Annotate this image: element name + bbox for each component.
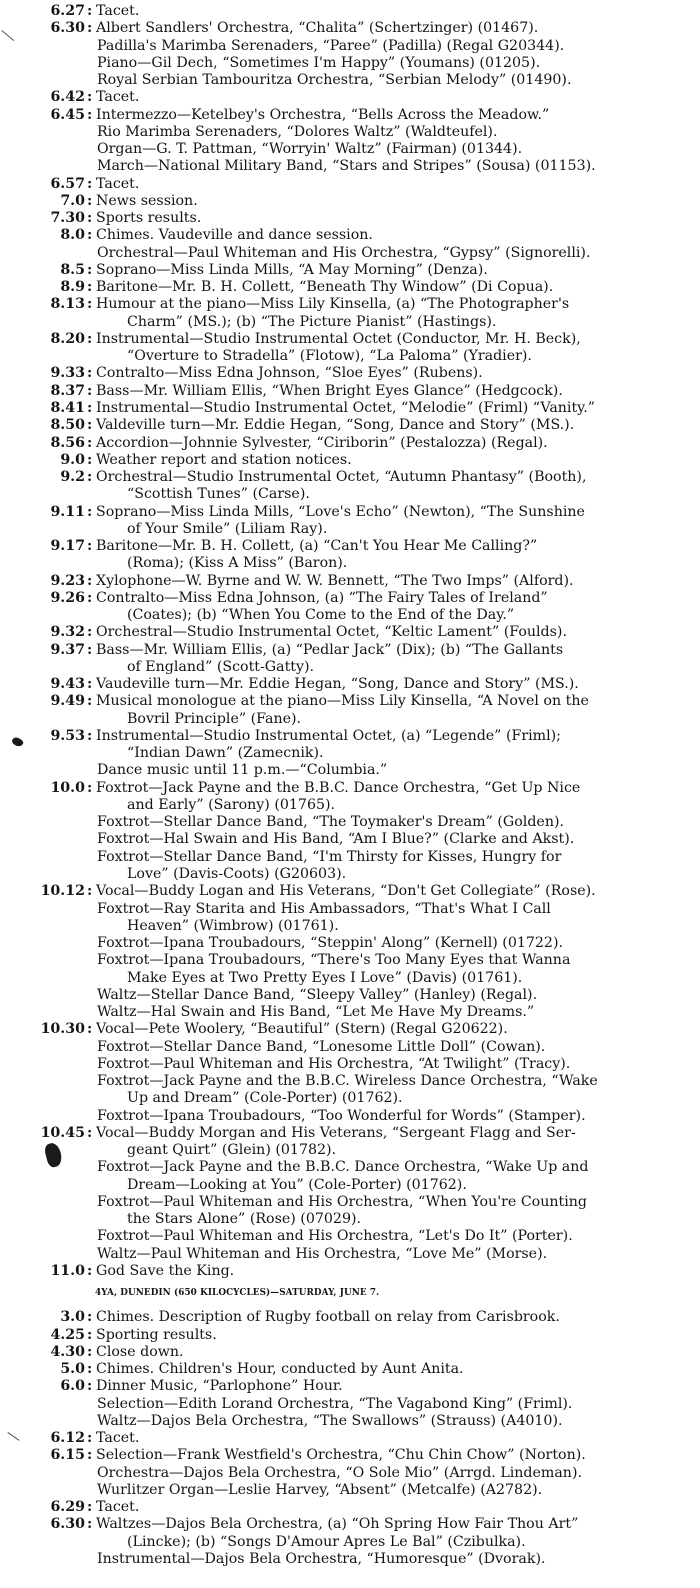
programme-line — [0, 20, 700, 37]
time-label: 3.0 — [60, 1309, 85, 1326]
programme-line — [0, 193, 700, 210]
programme-item: Waltzes—Dajos Bela Orchestra, (a) “Oh Spring How Fair Thou Art” — [96, 1516, 579, 1533]
programme-line — [0, 987, 700, 1004]
time-label: 11.0 — [50, 1262, 85, 1279]
time-label: 6.42 — [50, 89, 85, 106]
programme-item: Tacet. — [96, 1499, 140, 1516]
programme-item-continuation: Foxtrot—Jack Payne and the B.B.C. Dance Orchestra, “Wake Up and — [97, 1159, 589, 1176]
programme-line — [0, 279, 700, 296]
programme-line — [0, 1361, 700, 1378]
programme-line — [0, 469, 700, 486]
programme-item-continuation: Organ—G. T. Pattman, “Worryin' Waltz” (Fairman) (01344). — [97, 141, 523, 158]
programme-item-continuation: of Your Smile” (Liliam Ray). — [127, 520, 328, 537]
time-colon: : — [87, 296, 93, 313]
programme-line — [0, 607, 700, 624]
programme-line — [0, 365, 700, 382]
programme-item-continuation: Piano—Gil Dech, “Sometimes I'm Happy” (Youmans) (01205). — [97, 54, 541, 71]
programme-item-continuation: Foxtrot—Paul Whiteman and His Orchestra, “Let's Do It” (Porter). — [97, 1228, 573, 1245]
programme-line — [0, 1194, 700, 1211]
programme-item: Close down. — [96, 1343, 184, 1360]
programme-item: Tacet. — [96, 175, 140, 192]
time-colon: : — [87, 693, 93, 710]
programme-item-continuation: Wurlitzer Organ—Leslie Harvey, “Absent” (Metcalfe) (A2782). — [97, 1481, 543, 1498]
time-label: 5.0 — [60, 1361, 85, 1378]
programme-line — [0, 1211, 700, 1228]
programme-line — [0, 348, 700, 365]
programme-item-continuation: and Early” (Sarony) (01765). — [127, 796, 336, 813]
time-label: 8.56 — [50, 434, 85, 451]
time-label: 9.17 — [50, 538, 85, 555]
programme-line — [0, 590, 700, 607]
programme-line — [0, 728, 700, 745]
programme-line — [0, 55, 700, 72]
programme-line — [0, 1551, 700, 1568]
programme-item: Vaudeville turn—Mr. Eddie Hegan, “Song, Dance and Story” (MS.). — [96, 676, 579, 693]
time-label: 6.45 — [50, 106, 85, 123]
time-colon: : — [87, 89, 93, 106]
time-colon: : — [87, 210, 93, 227]
programme-item-continuation: Foxtrot—Ray Starita and His Ambassadors, “That's What I Call — [97, 900, 551, 917]
time-label: 7.0 — [60, 192, 85, 209]
programme-line — [0, 831, 700, 848]
time-colon: : — [87, 572, 93, 589]
programme-item: Tacet. — [96, 3, 140, 19]
time-colon: : — [87, 641, 93, 658]
programme-line — [0, 1108, 700, 1125]
time-colon: : — [87, 1516, 93, 1533]
time-label: 9.23 — [50, 572, 85, 589]
time-label: 8.9 — [60, 279, 85, 296]
time-colon: : — [87, 1326, 93, 1343]
programme-item-continuation: (Roma); (Kiss A Miss” (Baron). — [127, 555, 348, 572]
programme-item-continuation: the Stars Alone” (Rose) (07029). — [127, 1211, 362, 1228]
time-colon: : — [87, 1343, 93, 1360]
programme-line — [0, 1246, 700, 1263]
time-colon: : — [87, 1262, 93, 1279]
programme-item: Xylophone—W. Byrne and W. W. Bennett, “The Two Imps” (Alford). — [96, 572, 574, 589]
programme-item: Vocal—Buddy Morgan and His Veterans, “Sergeant Flagg and Ser- — [96, 1124, 576, 1141]
programme-item: Instrumental—Studio Instrumental Octet, (a) “Legende” (Friml); — [96, 727, 561, 744]
programme-item: Dinner Music, “Parlophone” Hour. — [96, 1378, 343, 1395]
programme-line — [0, 745, 700, 762]
programme-item: Vocal—Pete Woolery, “Beautiful” (Stern) (Regal G20622). — [96, 1021, 508, 1038]
programme-line — [0, 676, 700, 693]
programme-item: Valdeville turn—Mr. Eddie Hegan, “Song, Dance and Story” (MS.). — [96, 417, 575, 434]
time-colon: : — [87, 192, 93, 209]
programme-item-continuation: “Scottish Tunes” (Carse). — [127, 486, 310, 503]
programme-item-continuation: Padilla's Marimba Serenaders, “Paree” (Padilla) (Regal G20344). — [97, 37, 565, 54]
programme-item-continuation: Foxtrot—Ipana Troubadours, “Steppin' Along” (Kernell) (01722). — [97, 935, 564, 952]
programme-item-continuation: Foxtrot—Ipana Troubadours, “There's Too Many Eyes that Wanna — [97, 952, 571, 969]
programme-item-continuation: Waltz—Hal Swain and His Band, “Let Me Have My Dreams.” — [97, 1004, 535, 1021]
programme-item: Chimes. Vaudeville and dance session. — [96, 227, 373, 244]
time-label: 9.49 — [50, 693, 85, 710]
programme-item: God Save the King. — [96, 1262, 235, 1279]
programme-line — [0, 89, 700, 106]
programme-line — [0, 970, 700, 987]
time-label: 6.0 — [60, 1378, 85, 1395]
time-colon: : — [87, 883, 93, 900]
programme-line — [0, 814, 700, 831]
programme-line — [0, 659, 700, 676]
programme-line — [0, 1177, 700, 1194]
programme-line — [0, 1516, 700, 1533]
programme-item: Soprano—Miss Linda Mills, “Love's Echo” (Newton), “The Sunshine — [96, 503, 585, 520]
time-label: 6.15 — [50, 1447, 85, 1464]
time-colon: : — [87, 175, 93, 192]
time-label: 10.45 — [40, 1124, 85, 1141]
programme-item-continuation: Bovril Principle” (Fane). — [127, 710, 302, 727]
programme-item: Foxtrot—Jack Payne and the B.B.C. Dance Orchestra, “Get Up Nice — [96, 779, 581, 796]
time-label: 8.41 — [50, 399, 85, 416]
time-label: 10.12 — [40, 883, 85, 900]
time-label: 6.30 — [50, 1516, 85, 1533]
time-colon: : — [87, 624, 93, 641]
programme-line — [0, 1159, 700, 1176]
programme-item-continuation: Make Eyes at Two Pretty Eyes I Love” (Davis) (01761). — [127, 969, 523, 986]
programme-item: Soprano—Miss Linda Mills, “A May Morning” (Denza). — [96, 261, 488, 278]
programme-line — [0, 1396, 700, 1413]
station-heading: 4YA, DUNEDIN (650 KILOCYCLES)—SATURDAY, JUNE 7. — [95, 1288, 380, 1299]
programme-line — [0, 1021, 700, 1038]
programme-line — [0, 124, 700, 141]
programme-line — [0, 72, 700, 89]
programme-item-continuation: Foxtrot—Hal Swain and His Band, “Am I Blue?” (Clarke and Akst). — [97, 831, 575, 848]
time-label: 6.29 — [50, 1499, 85, 1516]
programme-line — [0, 1056, 700, 1073]
programme-line — [0, 780, 700, 797]
time-label: 8.37 — [50, 382, 85, 399]
programme-item: Tacet. — [96, 1430, 140, 1447]
time-label: 9.26 — [50, 589, 85, 606]
programme-item: Orchestral—Studio Instrumental Octet, “Keltic Lament” (Foulds). — [96, 624, 567, 641]
time-colon: : — [87, 1021, 93, 1038]
programme-item-continuation: Waltz—Stellar Dance Band, “Sleepy Valley” (Hanley) (Regal). — [97, 986, 538, 1003]
programme-line — [0, 262, 700, 279]
programme-item: Chimes. Description of Rugby football on relay from Carisbrook. — [96, 1309, 560, 1326]
programme-item: Chimes. Children's Hour, conducted by Aunt Anita. — [96, 1361, 464, 1378]
time-label: 6.27 — [50, 3, 85, 19]
programme-line — [0, 331, 700, 348]
programme-line — [0, 1090, 700, 1107]
time-label: 6.30 — [50, 20, 85, 37]
programme-line — [0, 1327, 700, 1344]
programme-item: Weather report and station notices. — [96, 451, 352, 468]
time-colon: : — [87, 3, 93, 19]
programme-item-continuation: Rio Marimba Serenaders, “Dolores Waltz” (Waldteufel). — [97, 123, 498, 140]
programme-line — [0, 1534, 700, 1551]
programme-item: Musical monologue at the piano—Miss Lily Kinsella, “A Novel on the — [96, 693, 589, 710]
programme-item: Vocal—Buddy Logan and His Veterans, “Don't Get Collegiate” (Rose). — [96, 883, 596, 900]
programme-item: Instrumental—Studio Instrumental Octet, “Melodie” (Friml) “Vanity.” — [96, 399, 596, 416]
programme-line — [0, 642, 700, 659]
programme-item: Bass—Mr. William Ellis, “When Bright Eyes Glance” (Hedgcock). — [96, 382, 563, 399]
programme-line — [0, 1125, 700, 1142]
programme-line — [0, 314, 700, 331]
programme-line — [0, 486, 700, 503]
time-label: 9.0 — [60, 451, 85, 468]
programme-item: Selection—Frank Westfield's Orchestra, “Chu Chin Chow” (Norton). — [96, 1447, 586, 1464]
time-colon: : — [87, 227, 93, 244]
time-colon: : — [87, 399, 93, 416]
time-label: 9.11 — [50, 503, 85, 520]
programme-item-continuation: “Overture to Stradella” (Flotow), “La Paloma” (Yradier). — [127, 348, 532, 365]
time-label: 8.13 — [50, 296, 85, 313]
programme-item: Contralto—Miss Edna Johnson, (a) “The Fairy Tales of Ireland” — [96, 589, 548, 606]
programme-line — [0, 711, 700, 728]
time-colon: : — [87, 1499, 93, 1516]
programme-item-continuation: Foxtrot—Ipana Troubadours, “Too Wonderful for Words” (Stamper). — [97, 1107, 586, 1124]
programme-item-continuation: Charm” (MS.); (b) “The Picture Pianist” (Hastings). — [127, 313, 497, 330]
programme-item: Baritone—Mr. B. H. Collett, “Beneath Thy Window” (Di Copua). — [96, 279, 554, 296]
programme-item-continuation: Heaven” (Wimbrow) (01761). — [127, 917, 339, 934]
time-label: 8.50 — [50, 417, 85, 434]
programme-line — [0, 1073, 700, 1090]
time-label: 9.37 — [50, 641, 85, 658]
programme-line — [0, 383, 700, 400]
programme-item: Contralto—Miss Edna Johnson, “Sloe Eyes” (Rubens). — [96, 365, 483, 382]
programme-line — [0, 555, 700, 572]
time-colon: : — [87, 469, 93, 486]
programme-line — [0, 452, 700, 469]
programme-item-continuation: Foxtrot—Stellar Dance Band, “The Toymaker's Dream” (Golden). — [97, 814, 565, 831]
time-colon: : — [87, 589, 93, 606]
programme-item-continuation: Waltz—Dajos Bela Orchestra, “The Swallows” (Strauss) (A4010). — [97, 1412, 563, 1429]
programme-item-continuation: of England” (Scott-Gatty). — [127, 658, 315, 675]
programme-line — [0, 1482, 700, 1499]
time-label: 6.57 — [50, 175, 85, 192]
programme-line — [0, 1004, 700, 1021]
time-colon: : — [87, 279, 93, 296]
programme-item: Baritone—Mr. B. H. Collett, (a) “Can't You Hear Me Calling?” — [96, 538, 538, 555]
time-label: 4.25 — [50, 1326, 85, 1343]
programme-line — [0, 1228, 700, 1245]
time-label: 7.30 — [50, 210, 85, 227]
time-colon: : — [87, 382, 93, 399]
time-colon: : — [87, 503, 93, 520]
programme-item-continuation: Dance music until 11 p.m.—“Columbia.” — [97, 762, 388, 779]
programme-item: Sporting results. — [96, 1326, 217, 1343]
programme-line — [0, 107, 700, 124]
time-colon: : — [87, 106, 93, 123]
time-colon: : — [87, 365, 93, 382]
programme-line — [0, 521, 700, 538]
time-colon: : — [87, 417, 93, 434]
programme-line — [0, 296, 700, 313]
programme-item-continuation: Foxtrot—Jack Payne and the B.B.C. Wireless Dance Orchestra, “Wake — [97, 1073, 598, 1090]
programme-line — [0, 624, 700, 641]
time-colon: : — [87, 434, 93, 451]
programme-item: Albert Sandlers' Orchestra, “Chalita” (Schertzinger) (01467). — [96, 20, 539, 37]
time-colon: : — [87, 1309, 93, 1326]
programme-line — [0, 1039, 700, 1056]
programme-item: Accordion—Johnnie Sylvester, “Ciriborin” (Pestalozza) (Regal). — [96, 434, 548, 451]
programme-item-continuation: (Coates); (b) “When You Come to the End of the Day.” — [127, 607, 515, 624]
programme-line — [0, 400, 700, 417]
programme-line — [0, 210, 700, 227]
programme-item-continuation: (Lincke); (b) “Songs D'Amour Apres Le Bal” (Czibulka). — [127, 1533, 526, 1550]
time-colon: : — [87, 1361, 93, 1378]
time-colon: : — [87, 261, 93, 278]
programme-item-continuation: Up and Dream” (Cole-Porter) (01762). — [127, 1090, 403, 1107]
programme-line — [0, 762, 700, 779]
programme-item-continuation: Dream—Looking at You” (Cole-Porter) (01762). — [127, 1176, 467, 1193]
time-label: 9.43 — [50, 676, 85, 693]
time-label: 10.0 — [50, 779, 85, 796]
time-colon: : — [87, 20, 93, 37]
programme-item-continuation: March—National Military Band, “Stars and Stripes” (Sousa) (01153). — [97, 158, 596, 175]
programme-item-continuation: Royal Serbian Tambouritza Orchestra, “Serbian Melody” (01490). — [97, 72, 572, 89]
programme-page — [0, 3, 700, 1588]
time-colon: : — [87, 676, 93, 693]
programme-item-continuation: Foxtrot—Paul Whiteman and His Orchestra, “At Twilight” (Tracy). — [97, 1055, 571, 1072]
time-label: 6.12 — [50, 1430, 85, 1447]
programme-line — [0, 866, 700, 883]
programme-line — [0, 573, 700, 590]
programme-line — [0, 38, 700, 55]
programme-line — [0, 1263, 700, 1280]
time-colon: : — [87, 1124, 93, 1141]
programme-item-continuation: Waltz—Paul Whiteman and His Orchestra, “Love Me” (Morse). — [97, 1245, 548, 1262]
programme-line — [0, 1413, 700, 1430]
time-colon: : — [87, 451, 93, 468]
programme-item-continuation: Selection—Edith Lorand Orchestra, “The Vagabond King” (Friml). — [97, 1395, 573, 1412]
programme-line — [0, 849, 700, 866]
programme-line — [0, 1499, 700, 1516]
time-colon: : — [87, 1430, 93, 1447]
time-colon: : — [87, 1378, 93, 1395]
programme-line — [0, 797, 700, 814]
time-label: 8.5 — [60, 261, 85, 278]
time-label: 10.30 — [40, 1021, 85, 1038]
time-label: 9.33 — [50, 365, 85, 382]
programme-item-continuation: “Indian Dawn” (Zamecnik). — [127, 745, 324, 762]
programme-item-continuation: Instrumental—Dajos Bela Orchestra, “Humoresque” (Dvorak). — [97, 1550, 546, 1567]
time-label: 9.2 — [60, 469, 85, 486]
programme-item: Bass—Mr. William Ellis, (a) “Pedlar Jack” (Dix); (b) “The Gallants — [96, 641, 564, 658]
programme-item: Orchestral—Studio Instrumental Octet, “Autumn Phantasy” (Booth), — [96, 469, 587, 486]
programme-line — [0, 952, 700, 969]
programme-line — [0, 918, 700, 935]
programme-item-continuation: Foxtrot—Paul Whiteman and His Orchestra, “When You're Counting — [97, 1193, 587, 1210]
programme-item: Sports results. — [96, 210, 202, 227]
time-colon: : — [87, 538, 93, 555]
programme-line — [0, 435, 700, 452]
programme-line — [0, 1447, 700, 1464]
programme-line — [0, 935, 700, 952]
time-colon: : — [87, 779, 93, 796]
programme-item: Tacet. — [96, 89, 140, 106]
programme-line — [0, 1430, 700, 1447]
programme-line — [0, 538, 700, 555]
programme-line — [0, 504, 700, 521]
programme-line — [0, 1344, 700, 1361]
programme-line — [0, 176, 700, 193]
programme-item: Instrumental—Studio Instrumental Octet (Conductor, Mr. H. Beck), — [96, 330, 581, 347]
programme-line — [0, 1465, 700, 1482]
programme-item-continuation: Orchestral—Paul Whiteman and His Orchestra, “Gypsy” (Signorelli). — [97, 244, 591, 261]
programme-line — [0, 1378, 700, 1395]
programme-line — [0, 417, 700, 434]
time-colon: : — [87, 1447, 93, 1464]
programme-item: Humour at the piano—Miss Lily Kinsella, (a) “The Photographer's — [96, 296, 570, 313]
time-label: 8.20 — [50, 330, 85, 347]
programme-item-continuation: Foxtrot—Stellar Dance Band, “Lonesome Little Doll” (Cowan). — [97, 1038, 546, 1055]
programme-item-continuation: Love” (Davis-Coots) (G20603). — [127, 866, 347, 882]
programme-item: Intermezzo—Ketelbey's Orchestra, “Bells Across the Meadow.” — [96, 106, 550, 123]
programme-line — [0, 1309, 700, 1326]
time-colon: : — [87, 330, 93, 347]
time-label: 8.0 — [60, 227, 85, 244]
programme-line — [0, 158, 700, 175]
programme-item-continuation: geant Quirt” (Glein) (01782). — [127, 1142, 337, 1159]
time-label: 4.30 — [50, 1343, 85, 1360]
programme-line — [0, 3, 700, 20]
programme-line — [0, 693, 700, 710]
time-label: 9.32 — [50, 624, 85, 641]
programme-line — [0, 245, 700, 262]
time-label: 9.53 — [50, 727, 85, 744]
programme-line — [0, 227, 700, 244]
programme-line — [0, 901, 700, 918]
programme-item: News session. — [96, 192, 198, 209]
programme-item-continuation: Foxtrot—Stellar Dance Band, “I'm Thirsty for Kisses, Hungry for — [97, 848, 562, 865]
programme-line — [0, 883, 700, 900]
time-colon: : — [87, 727, 93, 744]
programme-item-continuation: Orchestra—Dajos Bela Orchestra, “O Sole Mio” (Arrgd. Lindeman). — [97, 1464, 582, 1481]
programme-line — [0, 1142, 700, 1159]
programme-line — [0, 141, 700, 158]
